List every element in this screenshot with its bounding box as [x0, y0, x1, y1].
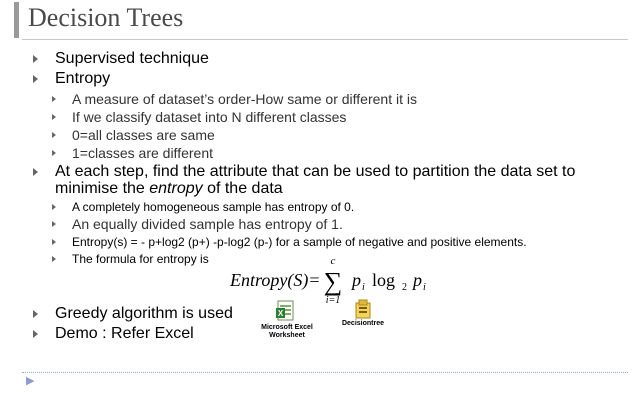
sub-bullet-divided — [52, 217, 343, 231]
sub-bullet-homogeneous — [52, 201, 354, 213]
slide-title: Decision Trees — [28, 3, 184, 32]
formula-sum-upper: c — [330, 255, 336, 267]
bullet-arrow-icon — [33, 55, 38, 63]
sub-bullet-zero — [52, 128, 215, 142]
entropy-formula — [230, 252, 480, 304]
bullet-text: The formula for entropy is — [72, 252, 209, 266]
formula-log: log — [372, 270, 396, 290]
bullet-text: 0=all classes are same — [72, 127, 215, 143]
bullet-arrow-icon — [52, 256, 56, 262]
formula-p: p — [352, 270, 361, 290]
bullet-arrow-icon — [33, 330, 38, 338]
bullet-arrow-icon — [52, 114, 56, 120]
wrap-text-before: minimise the — [55, 180, 150, 197]
attachment-label-line: Decisiontree — [341, 320, 385, 327]
sub-bullet-classify — [52, 110, 346, 124]
sub-bullet-one — [52, 146, 213, 160]
decisiontree-file-icon[interactable] — [352, 298, 374, 320]
footer-divider — [22, 372, 628, 373]
sub-bullet-measure — [52, 92, 417, 106]
svg-text:X: X — [277, 309, 284, 318]
wrap-text-emphasis: entropy — [149, 180, 203, 197]
decisiontree-attachment-label[interactable] — [333, 320, 393, 328]
bullet-text: Greedy algorithm is used — [55, 305, 233, 322]
formula-sub-i: i — [362, 282, 365, 293]
bullet-text: If we classify dataset into N different classes — [72, 109, 347, 125]
footer-play-icon: ▶ — [26, 375, 35, 387]
sub-bullet-formula-intro — [52, 253, 209, 265]
formula-lhs: Entropy(S)= — [230, 270, 321, 290]
bullet-each-step — [33, 164, 575, 180]
formula-log-base: 2 — [402, 282, 407, 293]
formula-p: p — [413, 270, 422, 290]
bullet-text: A completely homogeneous sample has entropy of 0. — [72, 200, 355, 214]
bullet-arrow-icon — [52, 150, 56, 156]
excel-attachment-label[interactable] — [252, 324, 322, 340]
bullet-each-step-continuation — [55, 180, 283, 198]
excel-worksheet-icon[interactable] — [275, 300, 297, 322]
bullet-text: Entropy(s) = - p+log2 (p+) -p-log2 (p-) for a sample of negative and positive elements. — [72, 235, 527, 249]
bullet-arrow-icon — [52, 132, 56, 138]
sub-bullet-entropy-def — [52, 236, 527, 248]
formula-sum-sign: ∑ — [323, 267, 343, 296]
bullet-arrow-icon — [52, 96, 56, 102]
formula-sub-i: i — [423, 282, 426, 293]
bullet-text: A measure of dataset’s order-How same or different it is — [72, 91, 417, 107]
bullet-arrow-icon — [52, 221, 56, 227]
bullet-greedy — [33, 306, 233, 322]
bullet-text: Demo : Refer Excel — [55, 325, 194, 342]
title-accent-bar — [14, 2, 19, 38]
bullet-entropy — [33, 71, 110, 87]
attachment-label-line: Worksheet — [269, 332, 305, 340]
bullet-text: Entropy — [55, 70, 111, 87]
bullet-text: Supervised technique — [55, 50, 209, 67]
bullet-arrow-icon — [33, 310, 38, 318]
attachment-label-line: Microsoft Excel — [261, 324, 313, 331]
bullet-demo — [33, 326, 194, 342]
bullet-arrow-icon — [52, 204, 56, 210]
bullet-text: 1=classes are different — [72, 145, 213, 161]
bullet-arrow-icon — [33, 75, 38, 83]
bullet-arrow-icon — [33, 168, 38, 176]
wrap-text-after: of the data — [202, 180, 283, 197]
bullet-arrow-icon — [52, 239, 56, 245]
bullet-supervised — [33, 51, 209, 67]
bullet-text: An equally divided sample has entropy of 1. — [72, 216, 343, 232]
bullet-text: At each step, find the attribute that can be used to partition the data set to — [55, 163, 576, 180]
formula-sum-lower: i=1 — [325, 295, 341, 304]
title-divider — [22, 39, 628, 40]
